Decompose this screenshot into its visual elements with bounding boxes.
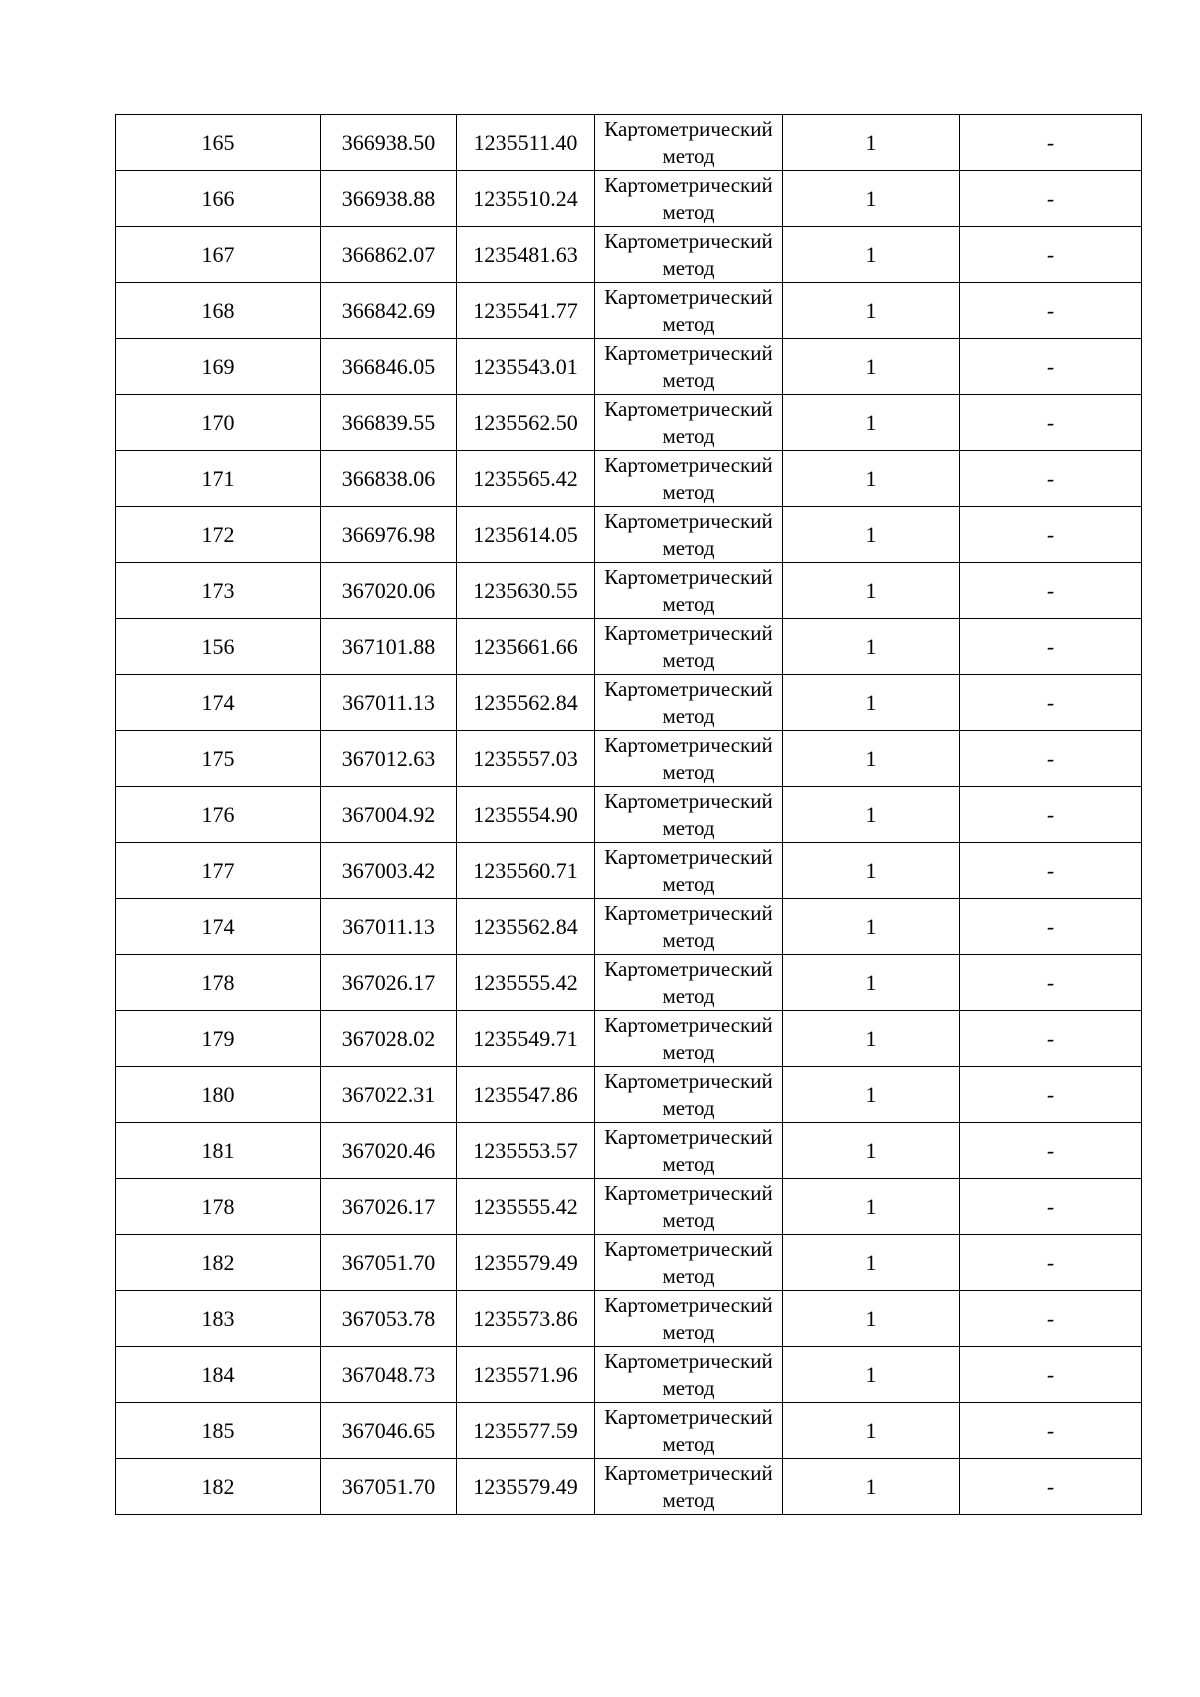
note-cell: - [960,899,1142,955]
x-coordinate-cell: 367028.02 [321,1011,457,1067]
note-cell: - [960,1459,1142,1515]
note-cell: - [960,451,1142,507]
accuracy-cell: 1 [783,507,960,563]
x-coordinate-cell: 367046.65 [321,1403,457,1459]
x-coordinate-cell: 367022.31 [321,1067,457,1123]
point-number-cell: 167 [116,227,321,283]
y-coordinate-cell: 1235573.86 [457,1291,595,1347]
method-cell: Картометрический метод [595,1291,783,1347]
method-cell: Картометрический метод [595,1347,783,1403]
x-coordinate-cell: 367020.46 [321,1123,457,1179]
table-row [116,451,1142,507]
point-number-cell: 176 [116,787,321,843]
point-number-cell: 182 [116,1235,321,1291]
note-cell: - [960,283,1142,339]
accuracy-cell: 1 [783,1123,960,1179]
point-number-cell: 168 [116,283,321,339]
method-cell: Картометрический метод [595,619,783,675]
accuracy-cell: 1 [783,675,960,731]
y-coordinate-cell: 1235562.50 [457,395,595,451]
y-coordinate-cell: 1235541.77 [457,283,595,339]
x-coordinate-cell: 366938.50 [321,115,457,171]
x-coordinate-cell: 366839.55 [321,395,457,451]
method-cell: Картометрический метод [595,843,783,899]
accuracy-cell: 1 [783,115,960,171]
note-cell: - [960,1067,1142,1123]
note-cell: - [960,1235,1142,1291]
note-cell: - [960,1123,1142,1179]
table-row [116,1291,1142,1347]
accuracy-cell: 1 [783,1347,960,1403]
accuracy-cell: 1 [783,563,960,619]
y-coordinate-cell: 1235555.42 [457,955,595,1011]
point-number-cell: 166 [116,171,321,227]
table-row [116,395,1142,451]
point-number-cell: 181 [116,1123,321,1179]
accuracy-cell: 1 [783,1235,960,1291]
x-coordinate-cell: 367004.92 [321,787,457,843]
accuracy-cell: 1 [783,283,960,339]
x-coordinate-cell: 366938.88 [321,171,457,227]
point-number-cell: 182 [116,1459,321,1515]
accuracy-cell: 1 [783,1067,960,1123]
method-cell: Картометрический метод [595,1067,783,1123]
point-number-cell: 170 [116,395,321,451]
point-number-cell: 175 [116,731,321,787]
accuracy-cell: 1 [783,619,960,675]
method-cell: Картометрический метод [595,227,783,283]
table-row [116,619,1142,675]
x-coordinate-cell: 367053.78 [321,1291,457,1347]
x-coordinate-cell: 366862.07 [321,227,457,283]
table-row [116,731,1142,787]
y-coordinate-cell: 1235553.57 [457,1123,595,1179]
x-coordinate-cell: 367012.63 [321,731,457,787]
y-coordinate-cell: 1235543.01 [457,339,595,395]
table-row [116,1347,1142,1403]
method-cell: Картометрический метод [595,731,783,787]
table-row [116,675,1142,731]
point-number-cell: 185 [116,1403,321,1459]
method-cell: Картометрический метод [595,171,783,227]
point-number-cell: 156 [116,619,321,675]
y-coordinate-cell: 1235571.96 [457,1347,595,1403]
point-number-cell: 165 [116,115,321,171]
accuracy-cell: 1 [783,171,960,227]
x-coordinate-cell: 367026.17 [321,955,457,1011]
y-coordinate-cell: 1235579.49 [457,1235,595,1291]
point-number-cell: 178 [116,1179,321,1235]
point-number-cell: 178 [116,955,321,1011]
y-coordinate-cell: 1235579.49 [457,1459,595,1515]
point-number-cell: 174 [116,899,321,955]
note-cell: - [960,619,1142,675]
x-coordinate-cell: 367020.06 [321,563,457,619]
table-row [116,1459,1142,1515]
coordinates-table [115,114,1142,1515]
accuracy-cell: 1 [783,843,960,899]
accuracy-cell: 1 [783,731,960,787]
table-row [116,955,1142,1011]
method-cell: Картометрический метод [595,1011,783,1067]
method-cell: Картометрический метод [595,563,783,619]
accuracy-cell: 1 [783,451,960,507]
x-coordinate-cell: 367003.42 [321,843,457,899]
table-row [116,339,1142,395]
table-row [116,1179,1142,1235]
accuracy-cell: 1 [783,955,960,1011]
accuracy-cell: 1 [783,899,960,955]
table-row [116,899,1142,955]
method-cell: Картометрический метод [595,507,783,563]
note-cell: - [960,395,1142,451]
table-row [116,227,1142,283]
table-row [116,171,1142,227]
x-coordinate-cell: 367011.13 [321,899,457,955]
point-number-cell: 184 [116,1347,321,1403]
x-coordinate-cell: 367048.73 [321,1347,457,1403]
point-number-cell: 172 [116,507,321,563]
accuracy-cell: 1 [783,787,960,843]
method-cell: Картометрический метод [595,115,783,171]
point-number-cell: 171 [116,451,321,507]
note-cell: - [960,1403,1142,1459]
point-number-cell: 177 [116,843,321,899]
note-cell: - [960,843,1142,899]
y-coordinate-cell: 1235562.84 [457,899,595,955]
note-cell: - [960,507,1142,563]
method-cell: Картометрический метод [595,1459,783,1515]
note-cell: - [960,675,1142,731]
method-cell: Картометрический метод [595,395,783,451]
point-number-cell: 180 [116,1067,321,1123]
method-cell: Картометрический метод [595,1179,783,1235]
y-coordinate-cell: 1235557.03 [457,731,595,787]
y-coordinate-cell: 1235614.05 [457,507,595,563]
note-cell: - [960,171,1142,227]
x-coordinate-cell: 366976.98 [321,507,457,563]
table-row [116,115,1142,171]
note-cell: - [960,1179,1142,1235]
table-row [116,283,1142,339]
point-number-cell: 179 [116,1011,321,1067]
point-number-cell: 173 [116,563,321,619]
y-coordinate-cell: 1235560.71 [457,843,595,899]
method-cell: Картометрический метод [595,451,783,507]
x-coordinate-cell: 366838.06 [321,451,457,507]
note-cell: - [960,1011,1142,1067]
accuracy-cell: 1 [783,339,960,395]
accuracy-cell: 1 [783,1291,960,1347]
x-coordinate-cell: 367011.13 [321,675,457,731]
y-coordinate-cell: 1235549.71 [457,1011,595,1067]
note-cell: - [960,1347,1142,1403]
method-cell: Картометрический метод [595,675,783,731]
note-cell: - [960,339,1142,395]
table-row [116,1235,1142,1291]
x-coordinate-cell: 367051.70 [321,1235,457,1291]
x-coordinate-cell: 366842.69 [321,283,457,339]
y-coordinate-cell: 1235562.84 [457,675,595,731]
accuracy-cell: 1 [783,1179,960,1235]
accuracy-cell: 1 [783,1459,960,1515]
x-coordinate-cell: 367101.88 [321,619,457,675]
y-coordinate-cell: 1235661.66 [457,619,595,675]
table-row [116,787,1142,843]
y-coordinate-cell: 1235511.40 [457,115,595,171]
method-cell: Картометрический метод [595,787,783,843]
y-coordinate-cell: 1235565.42 [457,451,595,507]
method-cell: Картометрический метод [595,899,783,955]
x-coordinate-cell: 367051.70 [321,1459,457,1515]
x-coordinate-cell: 367026.17 [321,1179,457,1235]
table-row [116,843,1142,899]
accuracy-cell: 1 [783,395,960,451]
table-row [116,1123,1142,1179]
table-row [116,1067,1142,1123]
method-cell: Картометрический метод [595,955,783,1011]
table-row [116,1403,1142,1459]
point-number-cell: 183 [116,1291,321,1347]
accuracy-cell: 1 [783,1403,960,1459]
note-cell: - [960,955,1142,1011]
note-cell: - [960,731,1142,787]
method-cell: Картометрический метод [595,283,783,339]
method-cell: Картометрический метод [595,1235,783,1291]
y-coordinate-cell: 1235547.86 [457,1067,595,1123]
table-body [116,115,1142,1515]
accuracy-cell: 1 [783,1011,960,1067]
note-cell: - [960,227,1142,283]
y-coordinate-cell: 1235630.55 [457,563,595,619]
y-coordinate-cell: 1235510.24 [457,171,595,227]
y-coordinate-cell: 1235481.63 [457,227,595,283]
note-cell: - [960,115,1142,171]
point-number-cell: 174 [116,675,321,731]
x-coordinate-cell: 366846.05 [321,339,457,395]
y-coordinate-cell: 1235577.59 [457,1403,595,1459]
note-cell: - [960,563,1142,619]
note-cell: - [960,1291,1142,1347]
note-cell: - [960,787,1142,843]
method-cell: Картометрический метод [595,1403,783,1459]
method-cell: Картометрический метод [595,1123,783,1179]
accuracy-cell: 1 [783,227,960,283]
method-cell: Картометрический метод [595,339,783,395]
table-row [116,507,1142,563]
y-coordinate-cell: 1235555.42 [457,1179,595,1235]
point-number-cell: 169 [116,339,321,395]
table-row [116,563,1142,619]
y-coordinate-cell: 1235554.90 [457,787,595,843]
table-row [116,1011,1142,1067]
